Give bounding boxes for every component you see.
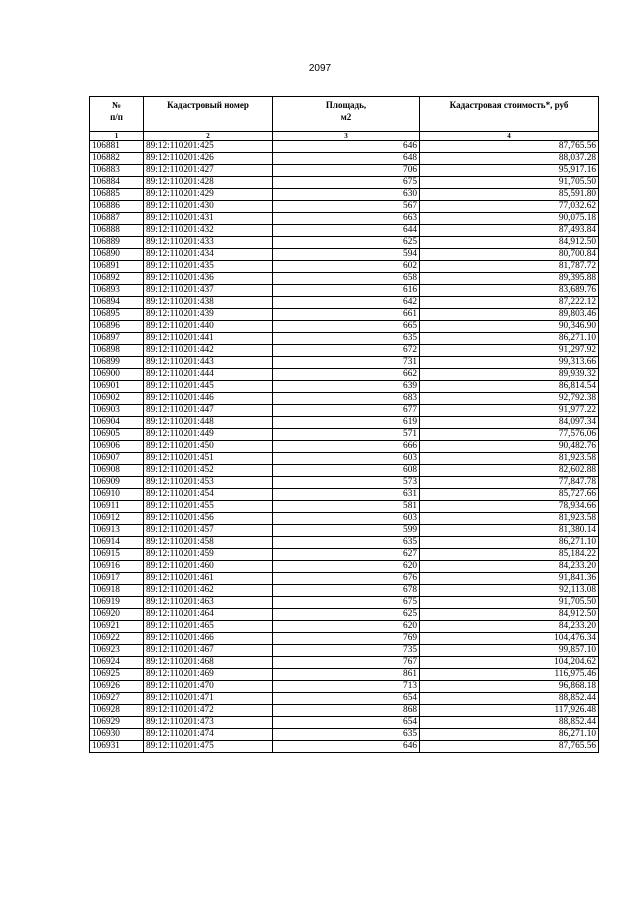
cadastral-number: 89:12:110201:440	[144, 321, 273, 333]
table-row	[90, 345, 599, 357]
table-row	[90, 285, 599, 297]
table-row	[90, 249, 599, 261]
cadastral-number: 89:12:110201:454	[144, 489, 273, 501]
area-value: 603	[273, 513, 420, 525]
table-row	[90, 141, 599, 153]
cost-value: 117,926.48	[420, 705, 599, 717]
column-number: 2	[144, 132, 273, 141]
table-row	[90, 393, 599, 405]
cost-value: 77,576.06	[420, 429, 599, 441]
cost-value: 84,233.20	[420, 621, 599, 633]
cadastral-number: 89:12:110201:428	[144, 177, 273, 189]
header-area-line2: м2	[340, 112, 352, 122]
area-value: 868	[273, 705, 420, 717]
cost-value: 95,917.16	[420, 165, 599, 177]
cost-value: 85,727.66	[420, 489, 599, 501]
area-value: 603	[273, 453, 420, 465]
cost-value: 84,912.50	[420, 609, 599, 621]
row-number: 106892	[90, 273, 144, 285]
area-value: 646	[273, 141, 420, 153]
table-row	[90, 657, 599, 669]
cadastral-number: 89:12:110201:453	[144, 477, 273, 489]
cadastral-number: 89:12:110201:429	[144, 189, 273, 201]
header-area-line1: Площадь,	[325, 100, 367, 110]
cadastral-number: 89:12:110201:446	[144, 393, 273, 405]
row-number: 106905	[90, 429, 144, 441]
cost-value: 91,705.50	[420, 597, 599, 609]
area-value: 676	[273, 573, 420, 585]
cost-value: 86,271.10	[420, 333, 599, 345]
cost-value: 84,912.50	[420, 237, 599, 249]
cost-value: 87,765.56	[420, 741, 599, 753]
table-row	[90, 297, 599, 309]
cost-value: 92,792.38	[420, 393, 599, 405]
cadastral-number: 89:12:110201:470	[144, 681, 273, 693]
table-row	[90, 237, 599, 249]
row-number: 106930	[90, 729, 144, 741]
area-value: 654	[273, 717, 420, 729]
area-value: 631	[273, 489, 420, 501]
cost-value: 85,591.80	[420, 189, 599, 201]
area-value: 608	[273, 465, 420, 477]
column-number: 3	[273, 132, 420, 141]
area-value: 767	[273, 657, 420, 669]
area-value: 567	[273, 201, 420, 213]
cadastral-number: 89:12:110201:445	[144, 381, 273, 393]
row-number: 106899	[90, 357, 144, 369]
row-number: 106886	[90, 201, 144, 213]
cost-value: 89,803.46	[420, 309, 599, 321]
table-row	[90, 729, 599, 741]
area-value: 630	[273, 189, 420, 201]
column-number: 4	[420, 132, 599, 141]
cadastral-number: 89:12:110201:449	[144, 429, 273, 441]
cadastral-table	[89, 96, 599, 753]
cadastral-number: 89:12:110201:463	[144, 597, 273, 609]
table-row	[90, 381, 599, 393]
table-row	[90, 153, 599, 165]
area-value: 675	[273, 597, 420, 609]
cadastral-number: 89:12:110201:437	[144, 285, 273, 297]
cadastral-number: 89:12:110201:474	[144, 729, 273, 741]
table-row	[90, 477, 599, 489]
table-row	[90, 501, 599, 513]
table-row	[90, 261, 599, 273]
cost-value: 81,923.58	[420, 453, 599, 465]
cadastral-number: 89:12:110201:452	[144, 465, 273, 477]
cadastral-number: 89:12:110201:427	[144, 165, 273, 177]
cadastral-number: 89:12:110201:455	[144, 501, 273, 513]
table-row	[90, 165, 599, 177]
area-value: 661	[273, 309, 420, 321]
row-number: 106931	[90, 741, 144, 753]
table-row	[90, 597, 599, 609]
table-row	[90, 609, 599, 621]
area-value: 672	[273, 345, 420, 357]
cadastral-number: 89:12:110201:432	[144, 225, 273, 237]
row-number: 106914	[90, 537, 144, 549]
table-row	[90, 741, 599, 753]
table-row	[90, 357, 599, 369]
cost-value: 82,602.88	[420, 465, 599, 477]
cadastral-number: 89:12:110201:426	[144, 153, 273, 165]
cost-value: 87,765.56	[420, 141, 599, 153]
cadastral-number: 89:12:110201:461	[144, 573, 273, 585]
table-row	[90, 717, 599, 729]
cost-value: 91,297.92	[420, 345, 599, 357]
table-row	[90, 705, 599, 717]
row-number: 106898	[90, 345, 144, 357]
cadastral-number: 89:12:110201:443	[144, 357, 273, 369]
row-number: 106890	[90, 249, 144, 261]
table-row	[90, 369, 599, 381]
cost-value: 90,482.76	[420, 441, 599, 453]
cadastral-number: 89:12:110201:456	[144, 513, 273, 525]
cadastral-number: 89:12:110201:468	[144, 657, 273, 669]
area-value: 594	[273, 249, 420, 261]
cost-value: 88,037.28	[420, 153, 599, 165]
area-value: 648	[273, 153, 420, 165]
table-row	[90, 213, 599, 225]
row-number: 106895	[90, 309, 144, 321]
cost-value: 86,814.54	[420, 381, 599, 393]
cadastral-number: 89:12:110201:465	[144, 621, 273, 633]
cadastral-number: 89:12:110201:451	[144, 453, 273, 465]
row-number: 106888	[90, 225, 144, 237]
cadastral-number: 89:12:110201:450	[144, 441, 273, 453]
area-value: 666	[273, 441, 420, 453]
area-value: 675	[273, 177, 420, 189]
cadastral-number: 89:12:110201:460	[144, 561, 273, 573]
cadastral-number: 89:12:110201:435	[144, 261, 273, 273]
cadastral-number: 89:12:110201:436	[144, 273, 273, 285]
area-value: 619	[273, 417, 420, 429]
cadastral-number: 89:12:110201:434	[144, 249, 273, 261]
cost-value: 77,032.62	[420, 201, 599, 213]
row-number: 106883	[90, 165, 144, 177]
row-number: 106913	[90, 525, 144, 537]
cost-value: 81,787.72	[420, 261, 599, 273]
cost-value: 104,476.34	[420, 633, 599, 645]
column-number: 1	[90, 132, 144, 141]
cost-value: 96,868.18	[420, 681, 599, 693]
table-row	[90, 537, 599, 549]
cost-value: 77,847.78	[420, 477, 599, 489]
cadastral-number: 89:12:110201:425	[144, 141, 273, 153]
cost-value: 99,313.66	[420, 357, 599, 369]
table-row	[90, 693, 599, 705]
row-number: 106918	[90, 585, 144, 597]
area-value: 861	[273, 669, 420, 681]
area-value: 663	[273, 213, 420, 225]
row-number: 106917	[90, 573, 144, 585]
cadastral-number: 89:12:110201:439	[144, 309, 273, 321]
area-value: 599	[273, 525, 420, 537]
cost-value: 90,075.18	[420, 213, 599, 225]
table-row	[90, 309, 599, 321]
table-row	[90, 573, 599, 585]
row-number: 106893	[90, 285, 144, 297]
row-number: 106902	[90, 393, 144, 405]
cadastral-number: 89:12:110201:442	[144, 345, 273, 357]
cost-value: 85,184.22	[420, 549, 599, 561]
area-value: 706	[273, 165, 420, 177]
row-number: 106908	[90, 465, 144, 477]
cadastral-number: 89:12:110201:475	[144, 741, 273, 753]
row-number: 106889	[90, 237, 144, 249]
area-value: 677	[273, 405, 420, 417]
area-value: 571	[273, 429, 420, 441]
area-value: 642	[273, 297, 420, 309]
row-number: 106923	[90, 645, 144, 657]
table-row	[90, 189, 599, 201]
row-number: 106928	[90, 705, 144, 717]
cadastral-number: 89:12:110201:459	[144, 549, 273, 561]
cadastral-number: 89:12:110201:462	[144, 585, 273, 597]
row-number: 106904	[90, 417, 144, 429]
table-header-row	[90, 97, 599, 132]
row-number: 106924	[90, 657, 144, 669]
cost-value: 86,271.10	[420, 729, 599, 741]
cadastral-number: 89:12:110201:438	[144, 297, 273, 309]
row-number: 106894	[90, 297, 144, 309]
cost-value: 84,097.34	[420, 417, 599, 429]
cost-value: 87,493.84	[420, 225, 599, 237]
row-number: 106881	[90, 141, 144, 153]
cadastral-number: 89:12:110201:433	[144, 237, 273, 249]
header-area	[273, 97, 420, 132]
cadastral-number: 89:12:110201:444	[144, 369, 273, 381]
area-value: 654	[273, 693, 420, 705]
cadastral-number: 89:12:110201:457	[144, 525, 273, 537]
table-row	[90, 489, 599, 501]
area-value: 616	[273, 285, 420, 297]
row-number: 106916	[90, 561, 144, 573]
cadastral-number: 89:12:110201:471	[144, 693, 273, 705]
header-cost-line1: Кадастровая стоимость*, руб	[449, 100, 569, 110]
cadastral-number: 89:12:110201:473	[144, 717, 273, 729]
cadastral-number: 89:12:110201:447	[144, 405, 273, 417]
table-row	[90, 525, 599, 537]
area-value: 581	[273, 501, 420, 513]
cadastral-number: 89:12:110201:458	[144, 537, 273, 549]
table-row	[90, 645, 599, 657]
table-row	[90, 669, 599, 681]
row-number: 106903	[90, 405, 144, 417]
table-row	[90, 453, 599, 465]
row-number: 106912	[90, 513, 144, 525]
cost-value: 99,857.10	[420, 645, 599, 657]
table-row	[90, 621, 599, 633]
row-number: 106925	[90, 669, 144, 681]
cost-value: 90,346.90	[420, 321, 599, 333]
header-cost	[420, 97, 599, 132]
area-value: 769	[273, 633, 420, 645]
area-value: 635	[273, 333, 420, 345]
area-value: 713	[273, 681, 420, 693]
table-row	[90, 333, 599, 345]
cost-value: 91,977.22	[420, 405, 599, 417]
table-body	[90, 141, 599, 753]
cost-value: 89,939.32	[420, 369, 599, 381]
area-value: 646	[273, 741, 420, 753]
area-value: 639	[273, 381, 420, 393]
row-number: 106882	[90, 153, 144, 165]
area-value: 620	[273, 561, 420, 573]
row-number: 106920	[90, 609, 144, 621]
table-row	[90, 177, 599, 189]
table-row	[90, 273, 599, 285]
header-number-line1: №	[111, 100, 122, 110]
row-number: 106922	[90, 633, 144, 645]
row-number: 106885	[90, 189, 144, 201]
page-number: 2097	[308, 63, 332, 74]
cost-value: 104,204.62	[420, 657, 599, 669]
area-value: 683	[273, 393, 420, 405]
table-row	[90, 417, 599, 429]
cadastral-number: 89:12:110201:448	[144, 417, 273, 429]
area-value: 658	[273, 273, 420, 285]
area-value: 731	[273, 357, 420, 369]
cadastral-number: 89:12:110201:441	[144, 333, 273, 345]
table-row	[90, 633, 599, 645]
table-row	[90, 441, 599, 453]
row-number: 106911	[90, 501, 144, 513]
cost-value: 81,380.14	[420, 525, 599, 537]
area-value: 644	[273, 225, 420, 237]
table-row	[90, 549, 599, 561]
cost-value: 88,852.44	[420, 717, 599, 729]
cadastral-number: 89:12:110201:466	[144, 633, 273, 645]
row-number: 106906	[90, 441, 144, 453]
cost-value: 87,222.12	[420, 297, 599, 309]
cost-value: 88,852.44	[420, 693, 599, 705]
cost-value: 80,700.84	[420, 249, 599, 261]
cost-value: 81,923.58	[420, 513, 599, 525]
row-number: 106909	[90, 477, 144, 489]
row-number: 106907	[90, 453, 144, 465]
table-row	[90, 585, 599, 597]
table-row	[90, 561, 599, 573]
row-number: 106887	[90, 213, 144, 225]
row-number: 106900	[90, 369, 144, 381]
cadastral-number: 89:12:110201:469	[144, 669, 273, 681]
cadastral-number: 89:12:110201:431	[144, 213, 273, 225]
cadastral-number: 89:12:110201:430	[144, 201, 273, 213]
row-number: 106901	[90, 381, 144, 393]
area-value: 620	[273, 621, 420, 633]
column-numbers-row	[90, 132, 599, 141]
area-value: 627	[273, 549, 420, 561]
area-value: 678	[273, 585, 420, 597]
area-value: 625	[273, 609, 420, 621]
row-number: 106921	[90, 621, 144, 633]
cost-value: 78,934.66	[420, 501, 599, 513]
cost-value: 92,113.08	[420, 585, 599, 597]
header-cadastral-number-line1: Кадастровый номер	[167, 100, 249, 110]
table-row	[90, 429, 599, 441]
table-row	[90, 201, 599, 213]
table-row	[90, 681, 599, 693]
row-number: 106896	[90, 321, 144, 333]
area-value: 635	[273, 729, 420, 741]
table-row	[90, 513, 599, 525]
row-number: 106910	[90, 489, 144, 501]
area-value: 602	[273, 261, 420, 273]
row-number: 106884	[90, 177, 144, 189]
header-number-line2: п/п	[110, 112, 123, 122]
area-value: 573	[273, 477, 420, 489]
row-number: 106891	[90, 261, 144, 273]
table-row	[90, 465, 599, 477]
area-value: 662	[273, 369, 420, 381]
row-number: 106926	[90, 681, 144, 693]
cost-value: 86,271.10	[420, 537, 599, 549]
cadastral-number: 89:12:110201:472	[144, 705, 273, 717]
cost-value: 83,689.76	[420, 285, 599, 297]
row-number: 106929	[90, 717, 144, 729]
cadastral-number: 89:12:110201:464	[144, 609, 273, 621]
area-value: 665	[273, 321, 420, 333]
area-value: 635	[273, 537, 420, 549]
table-row	[90, 405, 599, 417]
cost-value: 91,705.50	[420, 177, 599, 189]
cost-value: 84,233.20	[420, 561, 599, 573]
row-number: 106897	[90, 333, 144, 345]
cost-value: 91,841.36	[420, 573, 599, 585]
table-row	[90, 321, 599, 333]
area-value: 625	[273, 237, 420, 249]
cadastral-number: 89:12:110201:467	[144, 645, 273, 657]
header-number	[90, 97, 144, 132]
table-row	[90, 225, 599, 237]
row-number: 106919	[90, 597, 144, 609]
row-number: 106915	[90, 549, 144, 561]
header-cadastral-number	[144, 97, 273, 132]
cost-value: 116,975.46	[420, 669, 599, 681]
cost-value: 89,395.88	[420, 273, 599, 285]
row-number: 106927	[90, 693, 144, 705]
area-value: 735	[273, 645, 420, 657]
